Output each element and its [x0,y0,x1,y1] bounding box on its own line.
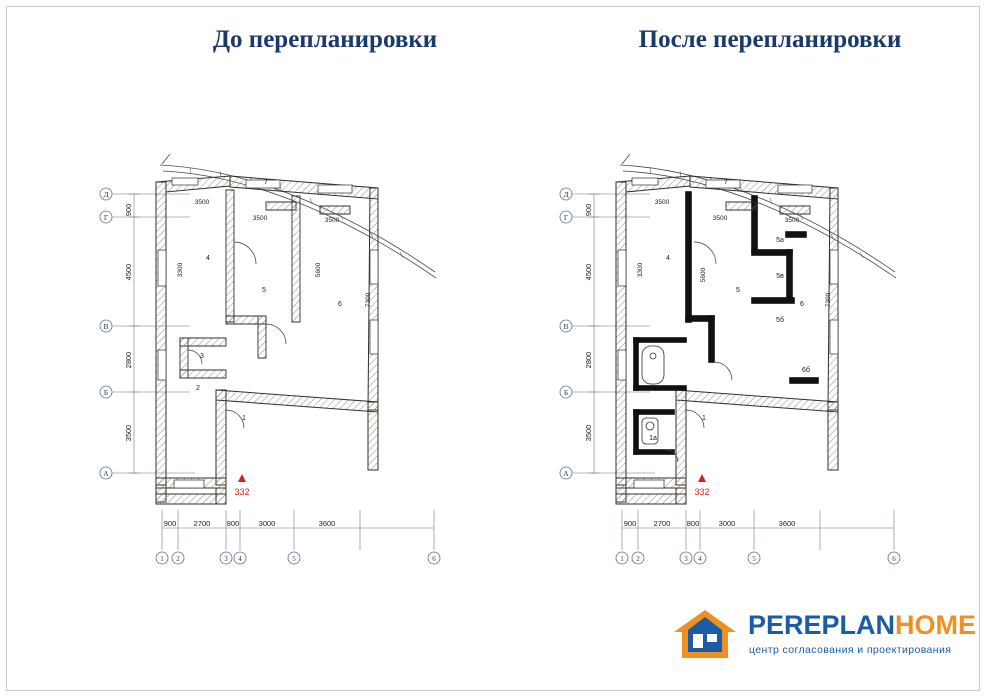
inner-dimension-labels-after [637,199,832,307]
svg-text:5: 5 [736,287,740,294]
axis-letter-labels-after [563,190,569,478]
svg-text:Г: Г [103,213,109,222]
svg-text:3500: 3500 [194,199,210,206]
logo-house-icon [672,608,738,666]
svg-text:3: 3 [224,555,228,563]
vertical-dimension-labels [124,204,133,442]
svg-text:3300: 3300 [637,262,644,278]
vertical-dimension-labels-after [584,204,593,442]
svg-text:5: 5 [292,555,296,563]
title-after-redevelopment: После перепланировки [638,26,902,53]
svg-text:Д: Д [103,190,109,199]
svg-text:6: 6 [338,301,342,308]
svg-text:В: В [563,322,569,331]
axis-bubbles-left [100,188,112,479]
svg-text:800: 800 [686,519,700,528]
svg-text:А: А [103,469,109,478]
bottom-dimension-chain-after [622,510,894,550]
svg-text:6б: 6б [802,367,810,374]
plumbing-fixtures [642,346,664,444]
svg-text:2700: 2700 [193,519,211,528]
window-symbols [158,178,378,488]
svg-text:3500: 3500 [252,215,268,222]
bottom-dimension-chain [162,510,434,550]
floor-plan-before-svg [30,110,500,580]
svg-text:5в: 5в [776,273,784,280]
logo-name-part1: PEREPLAN [748,610,896,640]
svg-text:2: 2 [196,385,200,392]
new-partitions-after [634,192,818,454]
axis-bubbles-bottom-after [616,552,900,564]
axis-letter-labels [103,190,109,478]
svg-text:7: 7 [264,179,268,186]
svg-text:1а: 1а [649,435,657,442]
svg-text:2: 2 [176,555,180,563]
company-logo [672,608,977,670]
inner-dimension-labels [177,199,372,307]
svg-text:3500: 3500 [784,217,800,224]
logo-name-part2: HOME [895,610,977,640]
svg-text:4: 4 [238,555,242,563]
svg-text:3500: 3500 [324,217,340,224]
svg-text:5600: 5600 [700,267,707,283]
svg-text:6: 6 [432,555,436,563]
svg-text:3500: 3500 [584,424,593,442]
svg-text:3500: 3500 [712,215,728,222]
svg-text:2700: 2700 [653,519,671,528]
svg-text:В: В [103,322,109,331]
svg-text:3000: 3000 [258,519,276,528]
svg-text:5б: 5б [776,317,784,324]
svg-text:4: 4 [666,255,670,262]
svg-text:2800: 2800 [584,351,593,369]
svg-text:6: 6 [800,301,804,308]
inner-partitions-after [726,202,810,214]
floor-plan-after-svg [490,110,960,580]
svg-text:900: 900 [163,519,177,528]
svg-text:5: 5 [262,287,266,294]
svg-text:Б: Б [103,388,109,397]
svg-text:1: 1 [702,415,706,422]
svg-text:800: 800 [226,519,240,528]
svg-text:6: 6 [892,555,896,563]
svg-text:3: 3 [200,353,204,360]
svg-text:7: 7 [724,179,728,186]
svg-text:А: А [563,469,569,478]
svg-text:3: 3 [684,555,688,563]
floor-plan-after [490,110,960,580]
svg-text:900: 900 [623,519,637,528]
svg-text:4: 4 [206,255,210,262]
svg-text:4: 4 [698,555,702,563]
svg-text:7300: 7300 [825,292,832,308]
svg-text:1: 1 [160,555,164,563]
svg-text:5а: 5а [776,237,784,244]
svg-text:332: 332 [694,487,710,497]
svg-text:3300: 3300 [177,262,184,278]
bottom-dimension-labels-after [624,519,796,528]
svg-text:2800: 2800 [124,351,133,369]
svg-text:3500: 3500 [124,424,133,442]
svg-text:5600: 5600 [315,262,322,278]
bottom-dimension-labels [164,519,336,528]
svg-text:5: 5 [752,555,756,563]
logo-wordmark [748,610,976,641]
axis-bubbles-left-after [560,188,572,479]
entrance-marker [234,474,249,497]
svg-text:2: 2 [651,385,655,392]
svg-text:2: 2 [636,555,640,563]
svg-text:1: 1 [620,555,624,563]
svg-text:7300: 7300 [365,292,372,308]
svg-text:3600: 3600 [318,519,336,528]
svg-text:900: 900 [584,203,593,217]
axis-bubbles-bottom [156,552,440,564]
svg-text:900: 900 [124,203,133,217]
room-number-labels [196,179,342,422]
svg-text:3000: 3000 [718,519,736,528]
svg-text:4500: 4500 [124,263,133,281]
title-before-redevelopment: До перепланировки [212,26,438,53]
logo-subtitle: центр согласования и проектирования [749,644,952,656]
svg-text:Г: Г [563,213,569,222]
floor-plan-before [30,110,500,580]
svg-text:Б: Б [563,388,569,397]
svg-text:Д: Д [563,190,569,199]
svg-text:332: 332 [234,487,250,497]
svg-text:4500: 4500 [584,263,593,281]
entrance-marker-after [694,474,709,497]
svg-text:3600: 3600 [778,519,796,528]
roof-canopy-curve-after [620,154,896,278]
svg-text:1: 1 [242,415,246,422]
svg-text:3500: 3500 [654,199,670,206]
